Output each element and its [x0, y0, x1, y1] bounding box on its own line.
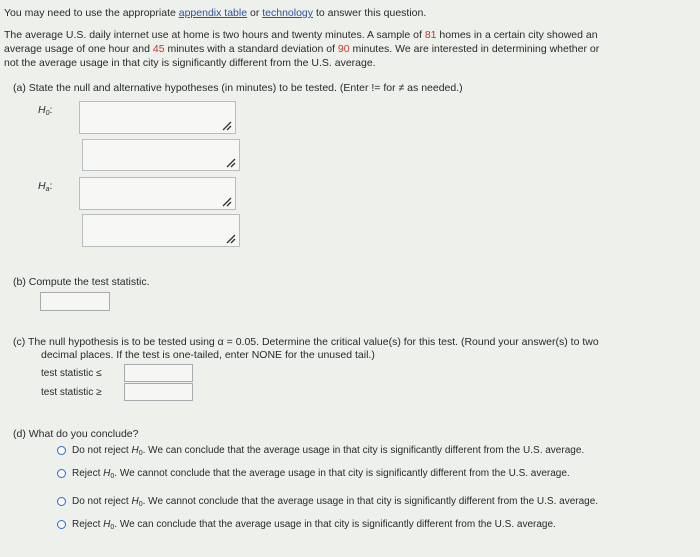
option-text: Reject	[72, 468, 104, 479]
problem-text: minutes with a standard deviation of	[164, 43, 338, 55]
h0-subscript: 0	[138, 501, 143, 508]
notice-line	[4, 7, 426, 20]
critical-le-label: test statistic ≤	[41, 368, 102, 379]
problem-text: homes in a certain city showed an	[436, 29, 598, 41]
problem-text: average usage of one hour and	[4, 43, 153, 55]
h0-subscript: 0	[138, 450, 143, 457]
part-b-prompt: (b) Compute the test statistic.	[13, 276, 150, 288]
option-2-label[interactable]	[72, 467, 570, 483]
problem-line-2	[4, 43, 599, 56]
notice-prefix: You may need to use the appropriate	[4, 7, 179, 19]
ha-label	[38, 180, 52, 196]
option-3-label[interactable]	[72, 495, 598, 511]
radio-option-1[interactable]	[57, 446, 66, 455]
option-text: Do not reject	[72, 445, 132, 456]
part-c-prompt-line-1: (c) The null hypothesis is to be tested using α = 0.05. Determine the critical value(s) for this test. (Round your answer(s) to two	[13, 336, 599, 348]
resize-handle-icon[interactable]	[222, 197, 232, 207]
notice-middle: or	[247, 7, 263, 19]
option-4-label[interactable]	[72, 518, 556, 534]
h0-label	[38, 104, 52, 120]
option-text: . We cannot conclude that the average usage in that city is significantly different from the U.S. average.	[114, 468, 570, 479]
critical-value-lower-input[interactable]	[124, 364, 193, 382]
problem-text: minutes. We are interested in determining whether or	[349, 43, 600, 55]
h0-colon: :	[49, 104, 53, 116]
option-text: Do not reject	[72, 496, 132, 507]
technology-link[interactable]: technology	[262, 7, 314, 19]
sample-sd: 90	[337, 43, 350, 55]
h0-letter: H	[103, 519, 111, 530]
h0-letter: H	[131, 496, 139, 507]
option-text: Reject	[72, 519, 104, 530]
h0-letter: H	[38, 104, 46, 116]
critical-ge-label: test statistic ≥	[41, 387, 102, 398]
radio-option-2[interactable]	[57, 469, 66, 478]
option-1-label[interactable]	[72, 444, 584, 460]
h0-textarea-1[interactable]	[79, 101, 236, 134]
critical-value-upper-input[interactable]	[124, 383, 193, 401]
ha-textarea-2[interactable]	[82, 214, 240, 247]
part-c-prompt-line-2: decimal places. If the test is one-tailed, enter NONE for the unused tail.)	[41, 349, 375, 361]
notice-suffix: to answer this question.	[313, 7, 427, 19]
h0-textarea-2[interactable]	[82, 139, 240, 171]
part-a-prompt: (a) State the null and alternative hypotheses (in minutes) to be tested. (Enter != for ≠ as needed.)	[13, 82, 463, 94]
radio-option-4[interactable]	[57, 520, 66, 529]
part-d-prompt: (d) What do you conclude?	[13, 428, 139, 440]
problem-text: The average U.S. daily internet use at home is two hours and twenty minutes. A sample of	[4, 29, 425, 41]
ha-subscript: a	[45, 186, 50, 193]
appendix-table-link[interactable]: appendix table	[178, 7, 248, 19]
h0-letter: H	[103, 468, 111, 479]
resize-handle-icon[interactable]	[226, 234, 236, 244]
ha-textarea-1[interactable]	[79, 177, 236, 210]
problem-line-1	[4, 29, 598, 42]
h0-subscript: 0	[110, 524, 115, 531]
ha-letter: H	[38, 180, 46, 192]
sample-size: 81	[424, 29, 437, 41]
resize-handle-icon[interactable]	[222, 121, 232, 131]
problem-line-3: not the average usage in that city is significantly different from the U.S. average.	[4, 57, 376, 69]
option-text: . We can conclude that the average usage in that city is significantly different from the U.S. average.	[142, 445, 585, 456]
h0-subscript: 0	[110, 473, 115, 480]
resize-handle-icon[interactable]	[226, 158, 236, 168]
sample-mean: 45	[152, 43, 165, 55]
h0-subscript: 0	[45, 110, 50, 117]
test-statistic-input[interactable]	[40, 292, 110, 311]
h0-letter: H	[131, 445, 139, 456]
option-text: . We can conclude that the average usage in that city is significantly different from the U.S. average.	[114, 519, 556, 530]
radio-option-3[interactable]	[57, 497, 66, 506]
option-text: . We cannot conclude that the average usage in that city is significantly different from the U.S. average.	[142, 496, 599, 507]
ha-colon: :	[49, 180, 53, 192]
